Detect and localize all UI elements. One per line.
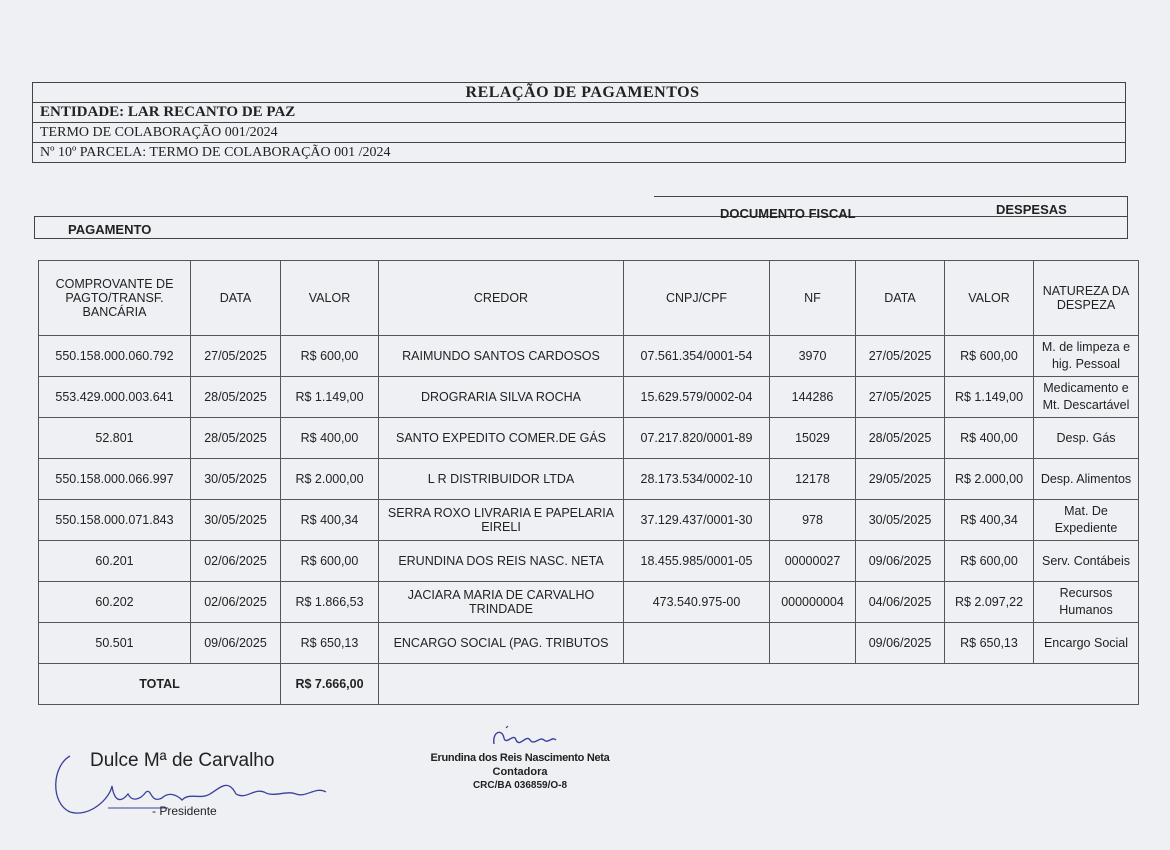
pay-date-cell: 09/06/2025 xyxy=(191,623,281,664)
doc-value-cell: R$ 600,00 xyxy=(945,336,1034,377)
col-doc-value: VALOR xyxy=(945,261,1034,336)
table-row xyxy=(39,377,1139,418)
nature-cell: Desp. Gás xyxy=(1034,418,1139,459)
pay-date-cell: 28/05/2025 xyxy=(191,418,281,459)
doc-value-cell: R$ 1.149,00 xyxy=(945,377,1034,418)
doc-date-cell: 27/05/2025 xyxy=(856,336,945,377)
section-fiscal-document: DOCUMENTO FISCAL xyxy=(720,206,856,221)
nature-cell: Medicamento e Mt. Descartável xyxy=(1034,377,1139,418)
table-row xyxy=(39,500,1139,541)
col-pay-date: DATA xyxy=(191,261,281,336)
doc-date-cell: 30/05/2025 xyxy=(856,500,945,541)
accountant-signature-block xyxy=(420,722,620,802)
receipt-cell: 550.158.000.060.792 xyxy=(39,336,191,377)
nf-cell: 978 xyxy=(770,500,856,541)
president-role: - Presidente xyxy=(152,804,217,818)
col-nf: NF xyxy=(770,261,856,336)
doc-value-cell: R$ 650,13 xyxy=(945,623,1034,664)
col-tax-id: CNPJ/CPF xyxy=(624,261,770,336)
president-name: Dulce Mª de Carvalho xyxy=(90,750,275,771)
report-header xyxy=(32,82,1126,163)
section-expenses: DESPESAS xyxy=(996,202,1067,217)
nature-cell: Encargo Social xyxy=(1034,623,1139,664)
report-title: RELAÇÃO DE PAGAMENTOS xyxy=(33,83,1125,103)
nf-cell: 12178 xyxy=(770,459,856,500)
nf-cell: 00000027 xyxy=(770,541,856,582)
pay-value-cell: R$ 400,34 xyxy=(281,500,379,541)
receipt-cell: 52.801 xyxy=(39,418,191,459)
nature-cell: M. de limpeza e hig. Pessoal xyxy=(1034,336,1139,377)
total-label: TOTAL xyxy=(39,664,281,705)
doc-date-cell: 27/05/2025 xyxy=(856,377,945,418)
pay-date-cell: 27/05/2025 xyxy=(191,336,281,377)
nf-cell xyxy=(770,623,856,664)
table-row xyxy=(39,623,1139,664)
total-row xyxy=(39,664,1139,705)
creditor-cell: SERRA ROXO LIVRARIA E PAPELARIA EIRELI xyxy=(379,500,624,541)
pay-date-cell: 02/06/2025 xyxy=(191,582,281,623)
tax-id-cell: 15.629.579/0002-04 xyxy=(624,377,770,418)
payments-table xyxy=(38,260,1139,705)
accountant-signature xyxy=(486,722,566,752)
creditor-cell: RAIMUNDO SANTOS CARDOSOS xyxy=(379,336,624,377)
receipt-cell: 550.158.000.066.997 xyxy=(39,459,191,500)
pay-value-cell: R$ 2.000,00 xyxy=(281,459,379,500)
table-row xyxy=(39,582,1139,623)
tax-id-cell: 07.217.820/0001-89 xyxy=(624,418,770,459)
creditor-cell: JACIARA MARIA DE CARVALHO TRINDADE xyxy=(379,582,624,623)
table-row xyxy=(39,541,1139,582)
pay-value-cell: R$ 400,00 xyxy=(281,418,379,459)
receipt-cell: 60.201 xyxy=(39,541,191,582)
pay-value-cell: R$ 600,00 xyxy=(281,336,379,377)
entity-name: ENTIDADE: LAR RECANTO DE PAZ xyxy=(33,103,1125,123)
president-signature-block xyxy=(50,748,350,828)
creditor-cell: SANTO EXPEDITO COMER.DE GÁS xyxy=(379,418,624,459)
doc-value-cell: R$ 400,34 xyxy=(945,500,1034,541)
doc-date-cell: 04/06/2025 xyxy=(856,582,945,623)
tax-id-cell: 37.129.437/0001-30 xyxy=(624,500,770,541)
tax-id-cell xyxy=(624,623,770,664)
nature-cell: Recursos Humanos xyxy=(1034,582,1139,623)
creditor-cell: ERUNDINA DOS REIS NASC. NETA xyxy=(379,541,624,582)
nature-cell: Desp. Alimentos xyxy=(1034,459,1139,500)
col-receipt: COMPROVANTE DE PAGTO/TRANSF. BANCÁRIA xyxy=(39,261,191,336)
col-nature: NATUREZA DA DESPEZA xyxy=(1034,261,1139,336)
doc-date-cell: 09/06/2025 xyxy=(856,623,945,664)
doc-value-cell: R$ 2.097,22 xyxy=(945,582,1034,623)
tax-id-cell: 07.561.354/0001-54 xyxy=(624,336,770,377)
col-pay-value: VALOR xyxy=(281,261,379,336)
accountant-registry: CRC/BA 036859/O-8 xyxy=(472,780,568,791)
nature-cell: Mat. De Expediente xyxy=(1034,500,1139,541)
table-row xyxy=(39,418,1139,459)
tax-id-cell: 473.540.975-00 xyxy=(624,582,770,623)
tax-id-cell: 18.455.985/0001-05 xyxy=(624,541,770,582)
col-creditor: CREDOR xyxy=(379,261,624,336)
receipt-cell: 60.202 xyxy=(39,582,191,623)
pay-date-cell: 30/05/2025 xyxy=(191,500,281,541)
pay-date-cell: 02/06/2025 xyxy=(191,541,281,582)
doc-date-cell: 09/06/2025 xyxy=(856,541,945,582)
section-bar xyxy=(34,196,1128,240)
pay-value-cell: R$ 1.866,53 xyxy=(281,582,379,623)
doc-value-cell: R$ 2.000,00 xyxy=(945,459,1034,500)
receipt-cell: 553.429.000.003.641 xyxy=(39,377,191,418)
table-header-row xyxy=(39,261,1139,336)
table-row xyxy=(39,459,1139,500)
pay-value-cell: R$ 650,13 xyxy=(281,623,379,664)
doc-value-cell: R$ 400,00 xyxy=(945,418,1034,459)
col-doc-date: DATA xyxy=(856,261,945,336)
pay-value-cell: R$ 1.149,00 xyxy=(281,377,379,418)
doc-date-cell: 28/05/2025 xyxy=(856,418,945,459)
total-value: R$ 7.666,00 xyxy=(281,664,379,705)
pay-value-cell: R$ 600,00 xyxy=(281,541,379,582)
creditor-cell: ENCARGO SOCIAL (PAG. TRIBUTOS xyxy=(379,623,624,664)
collaboration-term: TERMO DE COLABORAÇÃO 001/2024 xyxy=(33,123,1125,143)
doc-value-cell: R$ 600,00 xyxy=(945,541,1034,582)
section-payment: PAGAMENTO xyxy=(68,222,152,237)
nature-cell: Serv. Contábeis xyxy=(1034,541,1139,582)
table-row xyxy=(39,336,1139,377)
tax-id-cell: 28.173.534/0002-10 xyxy=(624,459,770,500)
accountant-role: Contadora xyxy=(492,766,548,778)
nf-cell: 144286 xyxy=(770,377,856,418)
nf-cell: 15029 xyxy=(770,418,856,459)
nf-cell: 3970 xyxy=(770,336,856,377)
receipt-cell: 50.501 xyxy=(39,623,191,664)
accountant-name: Erundina dos Reis Nascimento Neta xyxy=(430,752,610,764)
nf-cell: 000000004 xyxy=(770,582,856,623)
receipt-cell: 550.158.000.071.843 xyxy=(39,500,191,541)
creditor-cell: DROGRARIA SILVA ROCHA xyxy=(379,377,624,418)
doc-date-cell: 29/05/2025 xyxy=(856,459,945,500)
creditor-cell: L R DISTRIBUIDOR LTDA xyxy=(379,459,624,500)
pay-date-cell: 28/05/2025 xyxy=(191,377,281,418)
installment-line: Nº 10º PARCELA: TERMO DE COLABORAÇÃO 001 /2024 xyxy=(40,145,391,160)
pay-date-cell: 30/05/2025 xyxy=(191,459,281,500)
